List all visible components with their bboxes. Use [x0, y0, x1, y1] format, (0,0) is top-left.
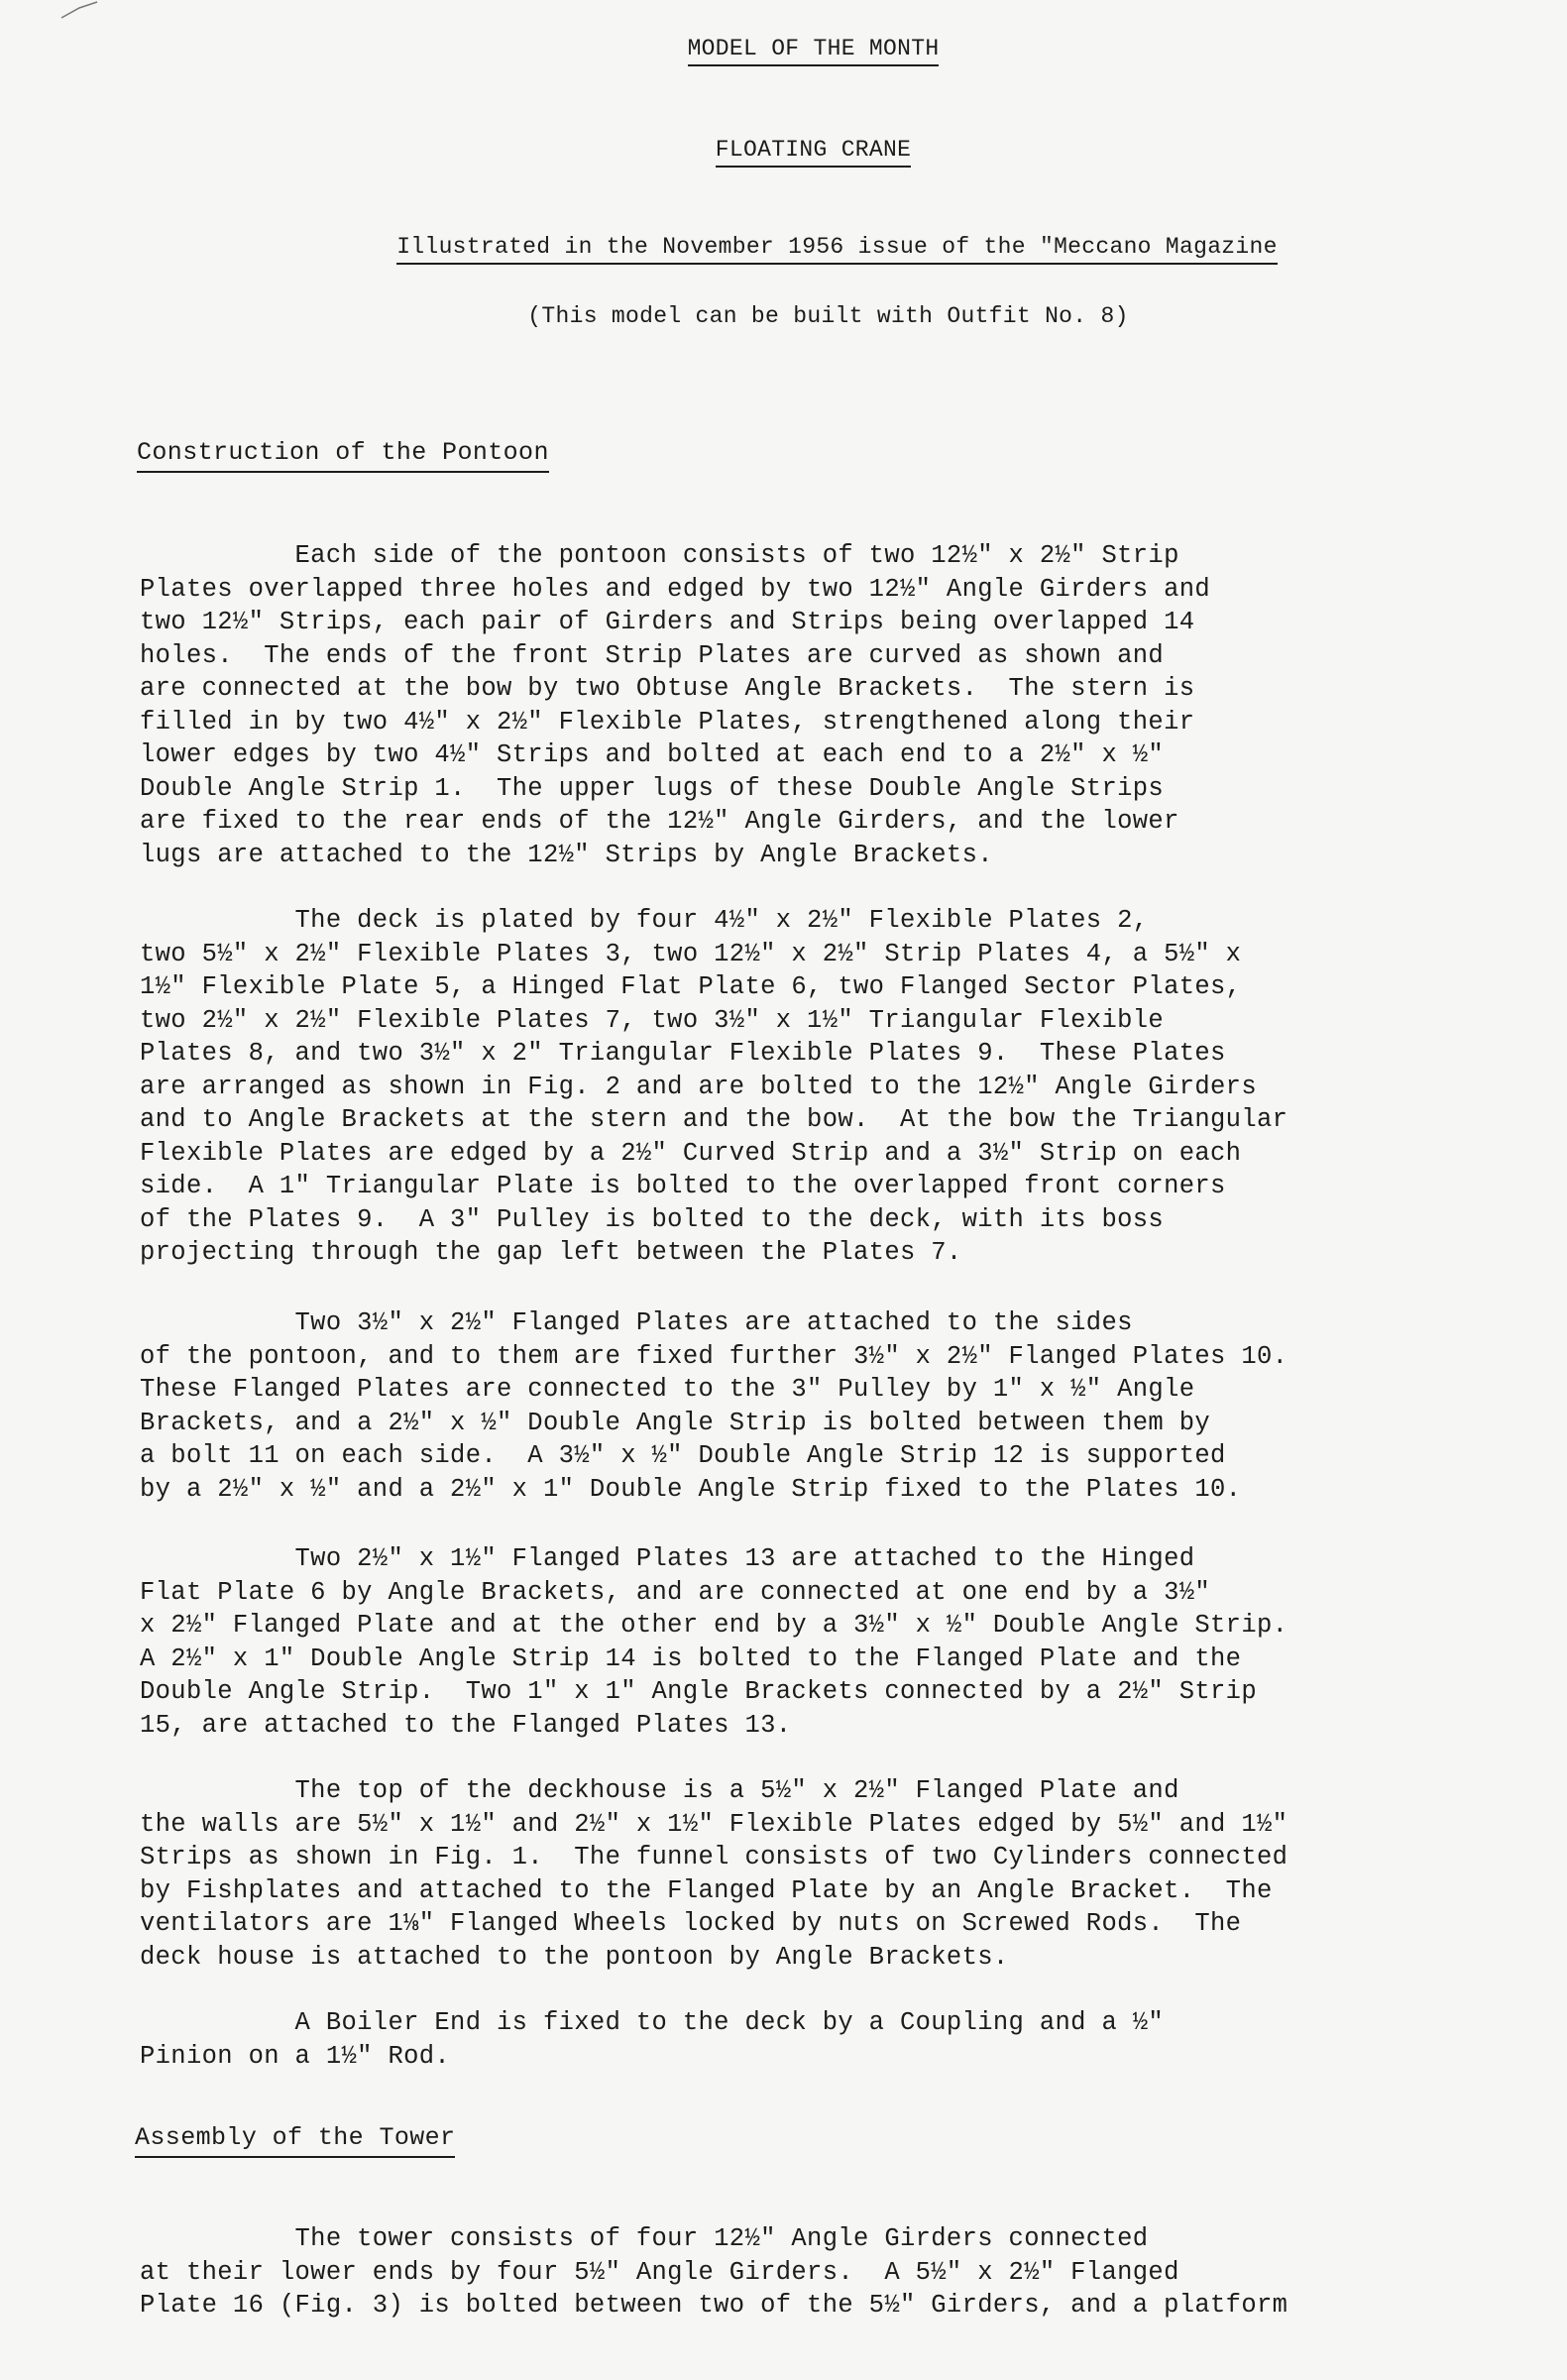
paragraph-pontoon-sides: Each side of the pontoon consists of two 12½" x 2½" Strip Plates overlapped three holes and edged by two 12½" Angle Girders and two 12½" Strips, each pair of Girders and Strips being overlapped 14 holes. The ends of the front Strip Plates are curved as shown and are connected at the bow by two Obtuse Angle Brackets. The stern is filled in by two 4½" x 2½" Flexible Plates, strengthened along their lower edges by two 4½" Strips and bolted at each end to a 2½" x ½" Double Angle Strip 1. The upper lugs of these Double Angle Strips are fixed to the rear ends of the 12½" Angle Girders, and the lower lugs are attached to the 12½" Strips by Angle Brackets. — [140, 541, 1211, 869]
illustrated-note: Illustrated in the November 1956 issue of the "Meccano Magazine — [54, 234, 1567, 260]
paragraph-tower: The tower consists of four 12½" Angle Girders connected at their lower ends by four 5½" Angle Girders. A 5½" x 2½" Flanged Plate 16 (Fig. 3) is bolted between two of the 5½" Girders, and a platform — [140, 2224, 1288, 2320]
corner-smudge-mark — [59, 0, 99, 20]
section-heading-pontoon: Construction of the Pontoon — [137, 438, 549, 467]
outfit-note: (This model can be built with Outfit No. 8) — [527, 303, 1129, 329]
paragraph-flanged-plates: Two 3½" x 2½" Flanged Plates are attached to the sides of the pontoon, and to them are fixed further 3½" x 2½" Flanged Plates 10. These Flanged Plates are connected to the 3" Pulley by 1" x ½" Angle Brackets, and a 2½" x ½" Double Angle Strip is bolted between them by a bolt 11 on each side. A 3½" x ½" Double Angle Strip 12 is supported by a 2½" x ½" and a 2½" x 1" Double Angle Strip fixed to the Plates 10. — [140, 1308, 1288, 1504]
paragraph-deck-plating: The deck is plated by four 4½" x 2½" Flexible Plates 2, two 5½" x 2½" Flexible Plates 3, two 12½" x 2½" Strip Plates 4, a 5½" x 1½" Flexible Plate 5, a Hinged Flat Plate 6, two Flanged Sector Plates, two 2½" x 2½" Flexible Plates 7, two 3½" x 1½" Triangular Flexible Plates 8, and two 3½" x 2" Triangular Flexible Plates 9. These Plates are arranged as shown in Fig. 2 and are bolted to the 12½" Angle Girders and to Angle Brackets at the stern and the bow. At the bow the Triangular Flexible Plates are edged by a 2½" Curved Strip and a 3½" Strip on each side. A 1" Triangular Plate is bolted to the overlapped front corners of the Plates 9. A 3" Pulley is bolted to the deck, with its boss projecting through the gap left between the Plates 7. — [140, 906, 1288, 1267]
paragraph-hinged-plate: Two 2½" x 1½" Flanged Plates 13 are attached to the Hinged Flat Plate 6 by Angle Brackets, and are connected at one end by a 3½" x 2½" Flanged Plate and at the other end by a 3½" x ½" Double Angle Strip. A 2½" x 1" Double Angle Strip 14 is bolted to the Flanged Plate and the Double Angle Strip. Two 1" x 1" Angle Brackets connected by a 2½" Strip 15, are attached to the Flanged Plates 13. — [140, 1544, 1288, 1740]
document-title: FLOATING CRANE — [30, 137, 1567, 163]
section-heading-tower: Assembly of the Tower — [135, 2123, 455, 2152]
paragraph-deckhouse: The top of the deckhouse is a 5½" x 2½" Flanged Plate and the walls are 5½" x 1½" and 2½" x 1½" Flexible Plates edged by 5½" and 1½" Strips as shown in Fig. 1. The funnel consists of two Cylinders connected by Fishplates and attached to the Flanged Plate by an Angle Bracket. The ventilators are 1⅛" Flanged Wheels locked by nuts on Screwed Rods. The deck house is attached to the pontoon by Angle Brackets. — [140, 1776, 1288, 1972]
paragraph-boiler-end: A Boiler End is fixed to the deck by a Coupling and a ½" Pinion on a 1½" Rod. — [140, 2008, 1165, 2071]
model-of-month-heading: MODEL OF THE MONTH — [30, 36, 1567, 61]
